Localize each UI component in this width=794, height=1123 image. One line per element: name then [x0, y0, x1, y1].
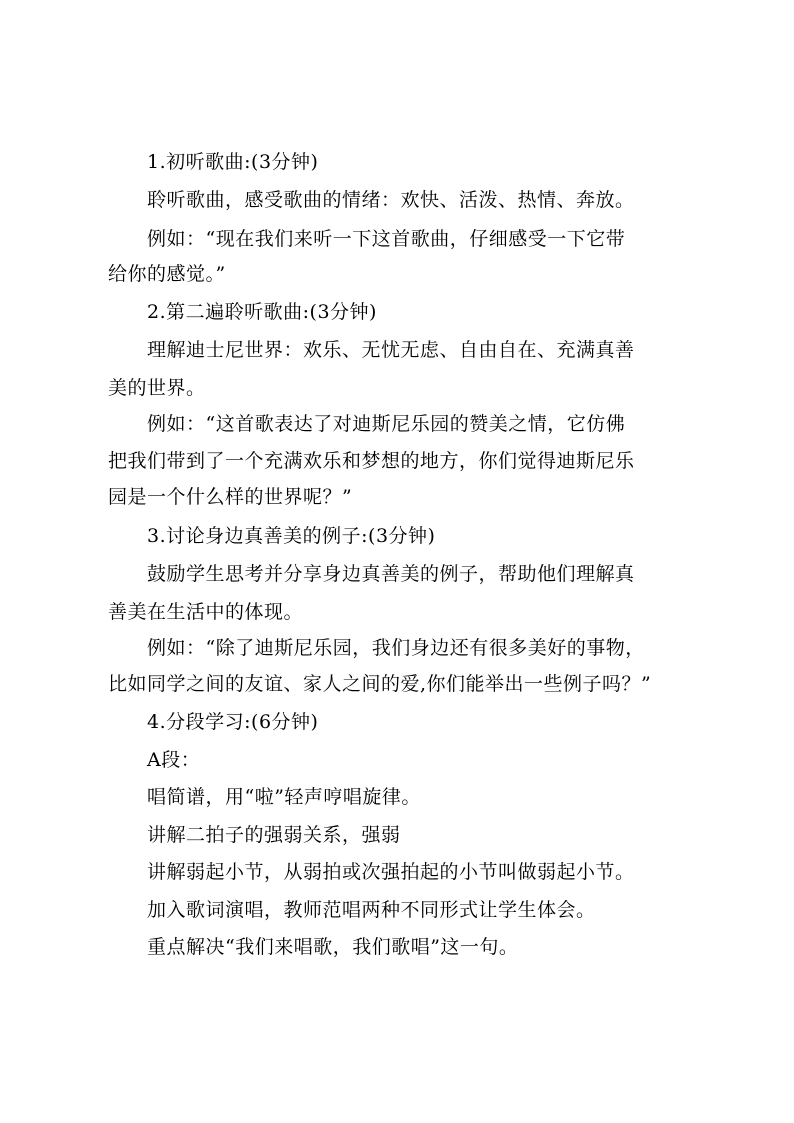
heading-second-listening: 2.第二遍聆听歌曲:(3分钟) [147, 301, 377, 323]
paragraph-line: 把我们带到了一个充满欢乐和梦想的地方，你们觉得迪斯尼乐 [108, 450, 635, 472]
section-a-label: A段： [147, 749, 201, 771]
paragraph-line: 讲解弱起小节，从弱拍或次强拍起的小节叫做弱起小节。 [147, 861, 635, 883]
paragraph-line: 鼓励学生思考并分享身边真善美的例子，帮助他们理解真 [147, 563, 635, 585]
paragraph-line: 园是一个什么样的世界呢？” [108, 486, 353, 508]
paragraph-line: 唱简谱，用“啦”轻声哼唱旋律。 [147, 786, 421, 808]
paragraph-line: 例如：“现在我们来听一下这首歌曲，仔细感受一下它带 [147, 228, 626, 250]
heading-sectional-learning: 4.分段学习:(6分钟) [147, 711, 319, 733]
paragraph-line: 美的世界。 [108, 377, 206, 399]
paragraph-line: 比如同学之间的友谊、家人之间的爱,你们能举出一些例子吗？” [108, 673, 652, 695]
paragraph-line: 例如：“除了迪斯尼乐园，我们身边还有很多美好的事物， [147, 637, 645, 659]
paragraph-line: 加入歌词演唱，教师范唱两种不同形式让学生体会。 [147, 899, 596, 921]
paragraph-line: 给你的感觉。” [108, 263, 226, 285]
paragraph-line: 理解迪士尼世界：欢乐、无忧无虑、自由自在、充满真善 [147, 339, 635, 361]
heading-discussion: 3.讨论身边真善美的例子:(3分钟) [147, 525, 436, 547]
paragraph-line: 讲解二拍子的强弱关系，强弱 [147, 824, 401, 846]
paragraph-line: 例如：“这首歌表达了对迪斯尼乐园的赞美之情，它仿佛 [147, 413, 626, 435]
paragraph-line: 善美在生活中的体现。 [108, 601, 304, 623]
heading-initial-listening: 1.初听歌曲:(3分钟) [147, 151, 319, 173]
paragraph-line: 重点解决“我们来唱歌，我们歌唱”这一句。 [147, 936, 519, 958]
paragraph-line: 聆听歌曲，感受歌曲的情绪：欢快、活泼、热情、奔放。 [147, 189, 635, 211]
